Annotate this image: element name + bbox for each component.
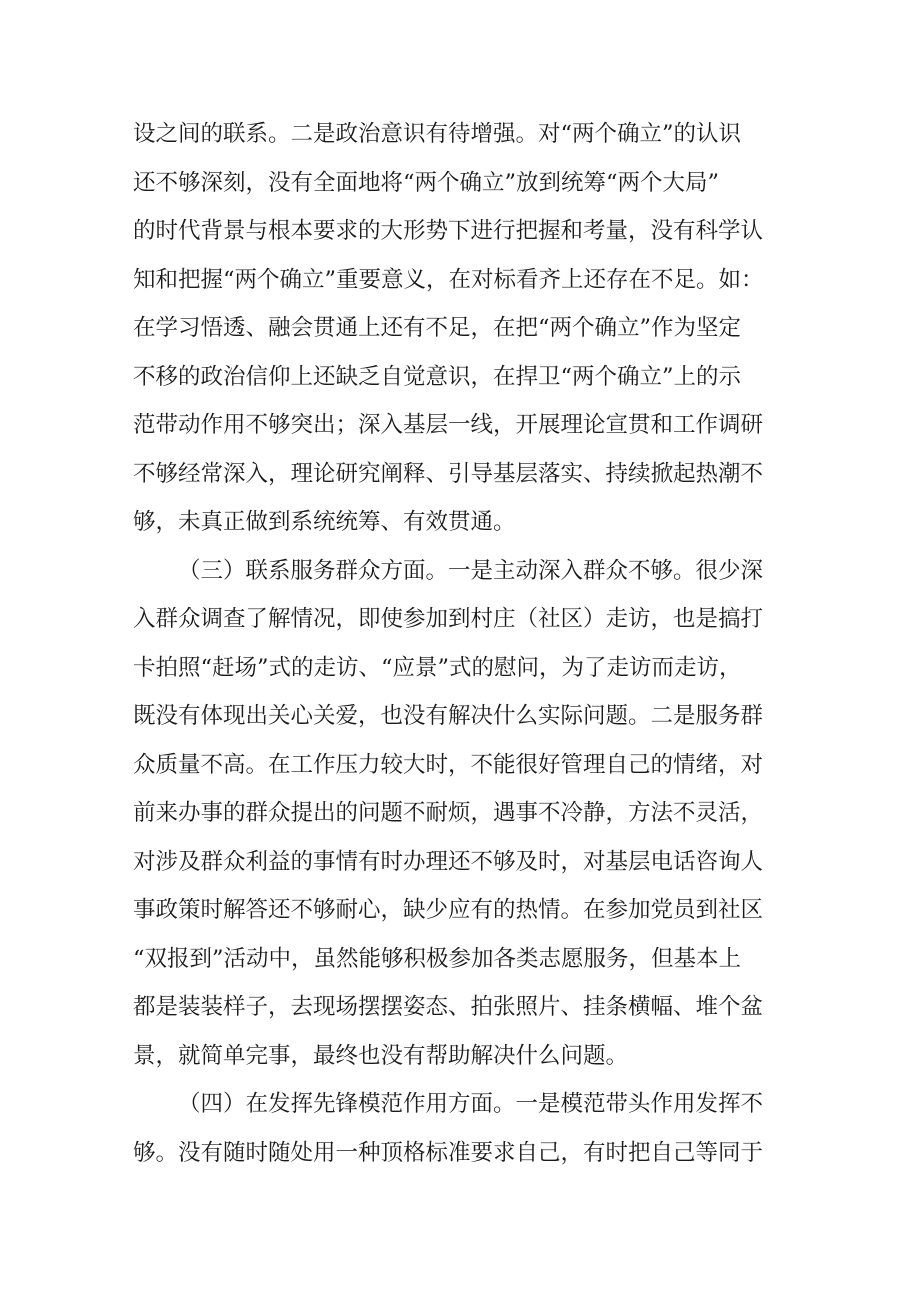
text-line: 知和把握“两个确立”重要意义，在对标看齐上还存在不足。如：: [133, 266, 764, 293]
text-line: 不移的政治信仰上还缺乏自觉意识，在捍卫“两个确立”上的示: [133, 363, 742, 390]
body-text: [133, 110, 793, 1177]
text-line: 还不够深刻，没有全面地将“两个确立”放到统筹“两个大局”: [133, 169, 720, 196]
paragraph-political-awareness: [133, 110, 793, 547]
text-line: 不够经常深入，理论研究阐释、引导基层落实、持续掀起热潮不: [133, 460, 764, 487]
text-line: 既没有体现出关心关爱，也没有解决什么实际问题。二是服务群: [133, 703, 764, 729]
text-line: 众质量不高。在工作压力较大时，不能很好管理自己的情绪，对: [133, 751, 764, 778]
text-line-first: （四）在发挥先锋模范作用方面。一是模范带头作用发挥不: [178, 1091, 764, 1117]
text-line: 都是装装样子，去现场摆摆姿态、拍张照片、挂条横幅、堆个盆: [133, 994, 764, 1020]
text-line: 事政策时解答还不够耐心，缺少应有的热情。在参加党员到社区: [133, 897, 764, 923]
paragraph-vanguard-role: [133, 1080, 793, 1177]
text-line: 前来办事的群众提出的问题不耐烦，遇事不冷静，方法不灵活，: [133, 800, 764, 826]
text-line: 对涉及群众利益的事情有时办理还不够及时，对基层电话咨询人: [133, 848, 764, 875]
text-line: 范带动作用不够突出；深入基层一线，开展理论宣贯和工作调研: [133, 412, 764, 438]
text-line: 够，未真正做到系统统筹、有效贯通。: [133, 509, 516, 535]
text-line: 卡拍照“赶场”式的走访、“应景”式的慰问，为了走访而走访，: [133, 654, 742, 681]
text-line: 景，就简单完事，最终也没有帮助解决什么问题。: [133, 1042, 629, 1069]
text-line: “双报到”活动中，虽然能够积极参加各类志愿服务，但基本上: [133, 945, 742, 972]
text-line-first: （三）联系服务群众方面。一是主动深入群众不够。很少深: [178, 557, 764, 584]
text-line: 入群众调查了解情况，即使参加到村庄（社区）走访，也是搞打: [133, 606, 764, 632]
text-line: 设之间的联系。二是政治意识有待增强。对“两个确立”的认识: [133, 121, 742, 147]
text-line: 够。没有随时随处用一种顶格标准要求自己，有时把自己等同于: [133, 1139, 764, 1166]
text-line: 在学习悟透、融会贯通上还有不足，在把“两个确立”作为坚定: [133, 315, 742, 341]
text-line: 的时代背景与根本要求的大形势下进行把握和考量，没有科学认: [133, 218, 764, 244]
paragraph-serving-masses: [133, 547, 793, 1081]
